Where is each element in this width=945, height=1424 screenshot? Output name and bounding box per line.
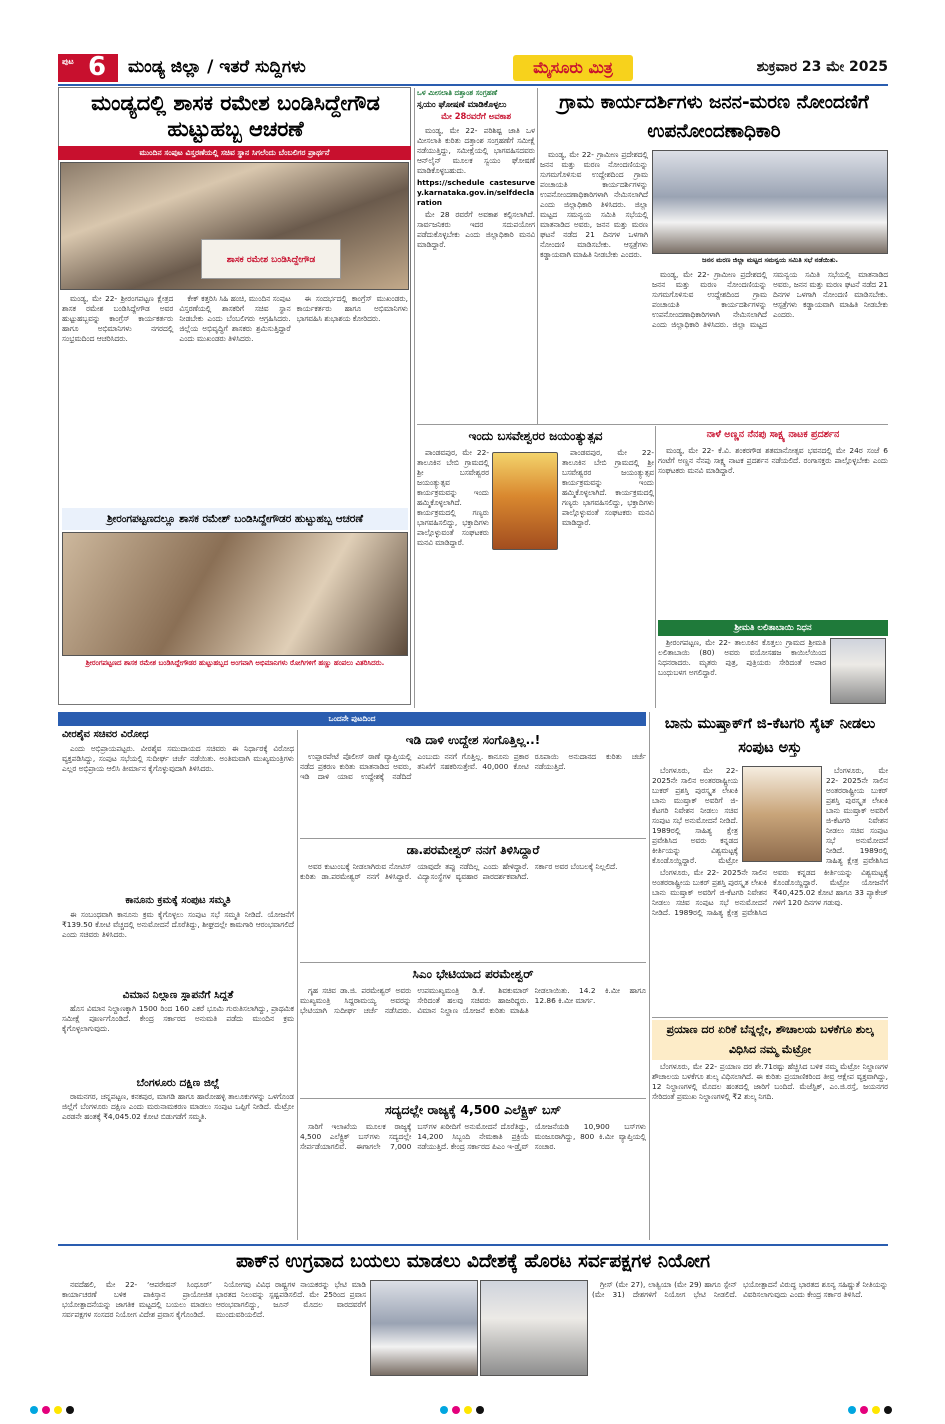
col-a-body-2 xyxy=(62,910,294,984)
banu-para-3: ಬೆಂಗಳೂರು, ಮೇ 22- 2025ನೇ ಸಾಲಿನ ಅಂತರರಾಷ್ಟ್ರೀಯ ಬುಕರ್ ಪ್ರಶಸ್ತಿ ಪುರಸ್ಕೃತ ಲೇಖಕಿ ಬಾನು ಮುಷ್ತಾಕ್ ಅವರಿಗೆ ಜಿ-ಕೆಟಗರಿ ನಿವೇಶನ ನೀಡಲು ಸಚಿವ ಸಂಪುಟ ಸಭೆ ಅನುಮೋದನೆ ನೀಡಿದೆ. 1989ರಲ್ಲಿ ಸಾಹಿತ್ಯ ಕ್ಷೇತ್ರ ಪ್ರವೇಶಿಸಿದ ಅವರು ಕನ್ನಡದ ಕೀರ್ತಿಯನ್ನು ವಿಶ್ವಮಟ್ಟಕ್ಕೆ ಕೊಂಡೊಯ್ದಿದ್ದಾರೆ. ಮೆಟ್ರೋ ಯೋಜನೆಗೆ ₹40,425.02 ಕೋಟಿ ಹಾಗೂ 33 ಪ್ಯಾಕೇಜ್ ಗಳಿಗೆ 120 ದಿನಗಳ ಗಡುವು. xyxy=(652,868,888,917)
row-rule xyxy=(417,424,888,425)
lead-photo xyxy=(60,162,409,290)
col-b-headline-2: ಡಾ.ಪರಮೇಶ್ವರ್ ನನಗೆ ತಿಳಿಸಿದ್ದಾರೆ xyxy=(406,843,540,857)
survey-link[interactable] xyxy=(417,178,535,208)
lead-body xyxy=(62,294,408,504)
gram-photo xyxy=(652,150,888,254)
registration-dot-magenta xyxy=(452,1406,460,1414)
col-b-body-4 xyxy=(300,1122,646,1240)
page-label: ಪುಟ xyxy=(62,57,74,66)
survey-headline: ಸ್ವಯಂ ಘೋಷಣೆ ಮಾಡಿಕೊಳ್ಳಲು xyxy=(417,100,507,109)
pak-para-2: ನಿಯೋಗವು ವಿವಿಧ ರಾಷ್ಟ್ರಗಳ ನಾಯಕರನ್ನು ಭೇಟಿ ಮಾಡಿ ಭಾರತದ ನಿಲುವನ್ನು ಸ್ಪಷ್ಟಪಡಿಸಲಿದೆ. ಮೇ 25ರಿಂದ ಪ್ರವಾಸ ಆರಂಭವಾಗಲಿದ್ದು, ಜೂನ್ ಮೊದಲ ವಾರದವರೆಗೆ ಮುಂದುವರಿಯಲಿದೆ. xyxy=(216,1280,366,1319)
gram-para: ಮಂಡ್ಯ, ಮೇ 22- ಗ್ರಾಮೀಣ ಪ್ರದೇಶದಲ್ಲಿ ಜನನ ಮತ್ತು ಮರಣ ನೋಂದಣಿಯನ್ನು ಸುಗಮಗೊಳಿಸುವ ಉದ್ದೇಶದಿಂದ ಗ್ರಾಮ ಪಂಚಾಯತಿ ಕಾರ್ಯದರ್ಶಿಗಳನ್ನು ಉಪನೋಂದಣಾಧಿಕಾರಿಗಳಾಗಿ ನೇಮಿಸಲಾಗಿದೆ ಎಂದು ಜಿಲ್ಲಾಧಿಕಾರಿ ತಿಳಿಸಿದರು. ಜಿಲ್ಲಾ ಮಟ್ಟದ ಸಮನ್ವಯ ಸಮಿತಿ ಸಭೆಯಲ್ಲಿ ಮಾತನಾಡಿದ ಅವರು, ಜನನ ಮತ್ತು ಮರಣ ಘಟನೆ ನಡೆದ 21 ದಿನಗಳ ಒಳಗಾಗಿ ನೋಂದಣಿ ಮಾಡಿಸಬೇಕು. ಆಸ್ಪತ್ರೆಗಳು ಕಡ್ಡಾಯವಾಗಿ ಮಾಹಿತಿ ನೀಡಬೇಕು ಎಂದರು. xyxy=(540,150,648,259)
survey-kicker: ಒಳ ಮೀಸಲಾತಿ ದತ್ತಾಂಶ ಸಂಗ್ರಹಣೆ xyxy=(417,88,498,97)
pak-para: ನವದೆಹಲಿ, ಮೇ 22- ‘ಆಪರೇಷನ್ ಸಿಂಧೂರ್’ ಕಾರ್ಯಾಚರಣೆ ಬಳಿಕ ಪಾಕಿಸ್ತಾನ ಪ್ರಾಯೋಜಿತ ಭಯೋತ್ಪಾದನೆಯನ್ನು ಜಾಗತಿಕ ಮಟ್ಟದಲ್ಲಿ ಬಯಲು ಮಾಡಲು ಸರ್ವಪಕ್ಷಗಳ ಸಂಸದರ ನಿಯೋಗ ವಿದೇಶ ಪ್ರವಾಸ ಕೈಗೊಂಡಿದೆ. xyxy=(62,1280,212,1319)
col-a-headline-4: ಬೆಂಗಳೂರು ದಕ್ಷಿಣ ಜಿಲ್ಲೆ xyxy=(136,1078,220,1089)
obit-portrait xyxy=(830,638,886,704)
registration-dot-black xyxy=(884,1406,892,1414)
basava-body-right xyxy=(562,448,654,704)
banu-para: ಬೆಂಗಳೂರು, ಮೇ 22- 2025ನೇ ಸಾಲಿನ ಅಂತರರಾಷ್ಟ್ರೀಯ ಬುಕರ್ ಪ್ರಶಸ್ತಿ ಪುರಸ್ಕೃತ ಲೇಖಕಿ ಬಾನು ಮುಷ್ತಾಕ್ ಅವರಿಗೆ ಜಿ-ಕೆಟಗರಿ ನಿವೇಶನ ನೀಡಲು ಸಚಿವ ಸಂಪುಟ ಸಭೆ ಅನುಮೋದನೆ ನೀಡಿದೆ. 1989ರಲ್ಲಿ ಸಾಹಿತ್ಯ ಕ್ಷೇತ್ರ ಪ್ರವೇಶಿಸಿದ ಅವರು ಕನ್ನಡದ ಕೀರ್ತಿಯನ್ನು ವಿಶ್ವಮಟ್ಟಕ್ಕೆ ಕೊಂಡೊಯ್ದಿದ್ದಾರೆ. ಮೆಟ್ರೋ xyxy=(652,766,738,865)
banu-body-right xyxy=(826,766,888,866)
gram-body-left xyxy=(540,150,648,420)
lead-headline: ಮಂಡ್ಯದಲ್ಲಿ ಶಾಸಕ ರಮೇಶ ಬಂಡಿಸಿದ್ದೇಗೌಡ ಹುಟ್ಟುಹಬ್ಬ ಆಚರಣೆ xyxy=(91,91,380,141)
column-rule xyxy=(537,88,538,424)
basava-portrait xyxy=(492,452,558,550)
lead2-headline: ಶ್ರೀರಂಗಪಟ್ಟಣದಲ್ಲೂ ಶಾಸಕ ರಮೇಶ್ ಬಂಡಿಸಿದ್ದೇಗೌಡರ ಹುಟ್ಟುಹಬ್ಬ ಆಚರಣೆ xyxy=(62,508,408,530)
row-rule xyxy=(300,962,646,963)
survey-para-2: ಮೇ 28 ರವರೆಗೆ ಅವಕಾಶ ಕಲ್ಪಿಸಲಾಗಿದೆ. ಸಾರ್ವಜನಿಕರು ಇದರ ಸದುಪಯೋಗ ಪಡೆದುಕೊಳ್ಳಬೇಕು ಎಂದು ಜಿಲ್ಲಾಧಿಕಾರಿ ಮನವಿ ಮಾಡಿದ್ದಾರೆ. xyxy=(417,210,535,249)
registration-dot-yellow xyxy=(464,1406,472,1414)
photo-banner: ಶಾಸಕ ರಮೇಶ ಬಂಡಿಸಿದ್ದೇಗೌಡ xyxy=(201,239,341,279)
metro-headline: ಪ್ರಯಾಣ ದರ ಏರಿಕೆ ಬೆನ್ನಲ್ಲೇ, ಶೌಚಾಲಯ ಬಳಕೆಗೂ ಶುಲ್ಕ ವಿಧಿಸಿದ ನಮ್ಮ ಮೆಟ್ರೋ xyxy=(652,1020,888,1060)
registration-dot-yellow xyxy=(872,1406,880,1414)
masthead: ಮೈಸೂರು ಮಿತ್ರ xyxy=(513,55,633,81)
survey-link-path[interactable]: selfdeclaration xyxy=(417,188,535,207)
color-registration-marks xyxy=(0,1404,945,1416)
lead-para: ಕೇಕ್ ಕತ್ತರಿಸಿ ಸಿಹಿ ಹಂಚಿ, ಮುಂದಿನ ಸಂಪುಟ ವಿಸ್ತರಣೆಯಲ್ಲಿ ಶಾಸಕರಿಗೆ ಸಚಿವ ಸ್ಥಾನ ನೀಡಬೇಕು ಎಂದು ಬೆಂಬಲಿಗರು ಆಗ್ರಹಿಸಿದರು. ಜಿಲ್ಲೆಯ ಅಭಿವೃದ್ಧಿಗೆ ಶಾಸಕರು ಶ್ರಮಿಸುತ್ತಿದ್ದಾರೆ ಎಂದು ಮುಖಂಡರು ತಿಳಿಸಿದರು. xyxy=(179,294,291,343)
page-header xyxy=(58,54,888,82)
col-a-body-4 xyxy=(62,1092,294,1240)
banu-portrait xyxy=(742,766,822,862)
col-b-para: ಉಪ್ಪಾರಪೇಟೆ ಪೊಲೀಸ್ ಠಾಣೆ ವ್ಯಾಪ್ತಿಯಲ್ಲಿ ನಡೆದ ಪ್ರಕರಣ ಕುರಿತು ಮಾತನಾಡಿದ ಅವರು, ಇಡಿ ದಾಳಿ ಯಾವ ಉದ್ದೇಶಕ್ಕೆ ನಡೆದಿದೆ ಎಂಬುದು ನನಗೆ ಗೊತ್ತಿಲ್ಲ. ಕಾನೂನು ಪ್ರಕಾರ ತನಿಖೆಗೆ ಸಹಕರಿಸುತ್ತೇವೆ. 40,000 ಕೋಟಿ ರೂಪಾಯಿ ಅನುದಾನದ ಕುರಿತು ಚರ್ಚೆ ನಡೆಯುತ್ತಿದೆ. xyxy=(300,752,646,781)
pak-photo-1 xyxy=(370,1280,478,1376)
gram-caption: ಜನನ ಮರಣ ಜಿಲ್ಲಾ ಮಟ್ಟದ ಸಮನ್ವಯ ಸಮಿತಿ ಸಭೆ ನಡೆಯಿತು. xyxy=(702,256,838,264)
header-rule xyxy=(58,84,888,86)
col-b-headline-4: ಸದ್ಯದಲ್ಲೇ ರಾಜ್ಯಕ್ಕೆ 4,500 ಎಲೆಕ್ಟ್ರಿಕ್ ಬಸ್ xyxy=(384,1102,562,1117)
registration-dot-yellow xyxy=(54,1406,62,1414)
lead2-photo xyxy=(62,532,408,656)
page-number-box xyxy=(58,54,118,82)
basava-para: ಪಾಂಡವಪುರ, ಮೇ 22- ತಾಲೂಕಿನ ಬೇಬಿ ಗ್ರಾಮದಲ್ಲಿ ಶ್ರೀ ಬಸವೇಶ್ವರರ ಜಯಂತ್ಯುತ್ಸವ ಕಾರ್ಯಕ್ರಮವನ್ನು ಇಂದು ಹಮ್ಮಿಕೊಳ್ಳಲಾಗಿದೆ. ಕಾರ್ಯಕ್ರಮದಲ್ಲಿ ಗಣ್ಯರು ಭಾಗವಹಿಸಲಿದ್ದು, ಭಕ್ತಾದಿಗಳು ಪಾಲ್ಗೊಳ್ಳುವಂತೆ ಸಂಘಟಕರು ಮನವಿ ಮಾಡಿದ್ದಾರೆ. xyxy=(417,448,489,547)
obit-headline: ಶ್ರೀಮತಿ ಲಲಿತಾಬಾಯಿ ನಿಧನ xyxy=(658,620,888,636)
drama-para: ಮಂಡ್ಯ, ಮೇ 22- ಕೆ.ವಿ. ಶಂಕರಗೌಡ ಶತಮಾನೋತ್ಸವ ಭವನದಲ್ಲಿ ಮೇ 24ರ ಸಂಜೆ 6 ಗಂಟೆಗೆ ಅಣ್ಣನ ನೆನಪು ಸಾಕ್ಷ್ಯ ನಾಟಕ ಪ್ರದರ್ಶನ ನಡೆಯಲಿದೆ. ರಂಗಾಸಕ್ತರು ಪಾಲ್ಗೊಳ್ಳಬೇಕು ಎಂದು ಸಂಘಟಕರು ಮನವಿ ಮಾಡಿದ್ದಾರೆ. xyxy=(658,446,888,475)
registration-dot-black xyxy=(476,1406,484,1414)
registration-dot-black xyxy=(66,1406,74,1414)
gram-para-2: ಮಂಡ್ಯ, ಮೇ 22- ಗ್ರಾಮೀಣ ಪ್ರದೇಶದಲ್ಲಿ ಜನನ ಮತ್ತು ಮರಣ ನೋಂದಣಿಯನ್ನು ಸುಗಮಗೊಳಿಸುವ ಉದ್ದೇಶದಿಂದ ಗ್ರಾಮ ಪಂಚಾಯತಿ ಕಾರ್ಯದರ್ಶಿಗಳನ್ನು ಉಪನೋಂದಣಾಧಿಕಾರಿಗಳಾಗಿ ನೇಮಿಸಲಾಗಿದೆ ಎಂದು ಜಿಲ್ಲಾಧಿಕಾರಿ ತಿಳಿಸಿದರು. ಜಿಲ್ಲಾ ಮಟ್ಟದ ಸಮನ್ವಯ ಸಮಿತಿ ಸಭೆಯಲ್ಲಿ ಮಾತನಾಡಿದ ಅವರು, ಜನನ ಮತ್ತು ಮರಣ ಘಟನೆ ನಡೆದ 21 ದಿನಗಳ ಒಳಗಾಗಿ ನೋಂದಣಿ ಮಾಡಿಸಬೇಕು. ಆಸ್ಪತ್ರೆಗಳು ಕಡ್ಡಾಯವಾಗಿ ಮಾಹಿತಿ ನೀಡಬೇಕು ಎಂದರು. xyxy=(652,270,888,329)
issue-date: ಶುಕ್ರವಾರ 23 ಮೇ 2025 xyxy=(756,59,888,75)
pak-photo-2 xyxy=(480,1280,588,1376)
col-a-para: ಈ ಸಂಬಂಧವಾಗಿ ಕಾನೂನು ಕ್ರಮ ಕೈಗೊಳ್ಳಲು ಸಂಪುಟ ಸಭೆ ಸಮ್ಮತಿ ನೀಡಿದೆ. ಯೋಜನೆಗೆ ₹139.50 ಕೋಟಿ ವೆಚ್ಚದಲ್ಲಿ ಅನುಮೋದನೆ ದೊರೆತಿದ್ದು, ಶೀಘ್ರದಲ್ಲೇ ಕಾಮಗಾರಿ ಆರಂಭವಾಗಲಿದೆ ಎಂದು ಸಚಿವರು ತಿಳಿಸಿದರು. xyxy=(62,910,294,939)
basava-body-left xyxy=(417,448,489,704)
col-a-headline-2: ಕಾನೂನು ಕ್ರಮಕ್ಕೆ ಸಂಪುಟ ಸಮ್ಮತಿ xyxy=(125,896,231,906)
obit-body xyxy=(658,638,826,704)
basava-para-2: ಪಾಂಡವಪುರ, ಮೇ 22- ತಾಲೂಕಿನ ಬೇಬಿ ಗ್ರಾಮದಲ್ಲಿ ಶ್ರೀ ಬಸವೇಶ್ವರರ ಜಯಂತ್ಯುತ್ಸವ ಕಾರ್ಯಕ್ರಮವನ್ನು ಇಂದು ಹಮ್ಮಿಕೊಳ್ಳಲಾಗಿದೆ. ಕಾರ್ಯಕ್ರಮದಲ್ಲಿ ಗಣ್ಯರು ಭಾಗವಹಿಸಲಿದ್ದು, ಭಕ್ತಾದಿಗಳು ಪಾಲ್ಗೊಳ್ಳುವಂತೆ ಸಂಘಟಕರು ಮನವಿ ಮಾಡಿದ್ದಾರೆ. xyxy=(562,448,654,527)
lead-para: ಈ ಸಂದರ್ಭದಲ್ಲಿ ಕಾಂಗ್ರೆಸ್ ಮುಖಂಡರು, ಕಾರ್ಯಕರ್ತರು ಹಾಗೂ ಅಭಿಮಾನಿಗಳು ಭಾಗವಹಿಸಿ ಶುಭಾಶಯ ಕೋರಿದರು. xyxy=(296,294,408,323)
page-number: 6 xyxy=(88,52,107,82)
lead2-caption: ಶ್ರೀರಂಗಪಟ್ಟಣದ ಶಾಸಕ ರಮೇಶ ಬಂಡಿಸಿದ್ದೇಗೌಡರ ಹುಟ್ಟುಹಬ್ಬದ ಅಂಗವಾಗಿ ಅಭಿಮಾನಿಗಳು ರೋಗಿಗಳಿಗೆ ಹಣ್ಣು ಹಂಪಲು ವಿತರಿಸಿದರು. xyxy=(85,659,385,667)
drama-body xyxy=(658,446,888,614)
registration-dot-cyan xyxy=(848,1406,856,1414)
survey-headline-2: ಮೇ 28ರವರೆಗೆ ಅವಕಾಶ xyxy=(441,112,511,121)
pak-body-2 xyxy=(216,1280,366,1376)
col-b-body-2 xyxy=(300,862,646,962)
banu-para-2: ಬೆಂಗಳೂರು, ಮೇ 22- 2025ನೇ ಸಾಲಿನ ಅಂತರರಾಷ್ಟ್ರೀಯ ಬುಕರ್ ಪ್ರಶಸ್ತಿ ಪುರಸ್ಕೃತ ಲೇಖಕಿ ಬಾನು ಮುಷ್ತಾಕ್ ಅವರಿಗೆ ಜಿ-ಕೆಟಗರಿ ನಿವೇಶನ ನೀಡಲು ಸಚಿವ ಸಂಪುಟ ಸಭೆ ಅನುಮೋದನೆ ನೀಡಿದೆ. 1989ರಲ್ಲಿ ಸಾಹಿತ್ಯ ಕ್ಷೇತ್ರ ಪ್ರವೇಶಿಸಿದ xyxy=(826,766,888,865)
survey-link-url[interactable]: https://schedule castesurvey.karnataka.gov.in/ xyxy=(417,178,535,197)
col-a-body-1 xyxy=(62,744,294,892)
column-rule xyxy=(649,712,650,1240)
pak-headline: ಪಾಕ್‌ನ ಉಗ್ರವಾದ ಬಯಲು ಮಾಡಲು ವಿದೇಶಕ್ಕೆ ಹೊರಟ ಸರ್ವಪಕ್ಷಗಳ ನಿಯೋಗ xyxy=(236,1251,710,1272)
col-a-headline-1: ವೀರಶೈವ ಸಚಿವರ ವಿರೋಧ xyxy=(62,730,149,740)
col-b-para: ಅವರ ಕುಟುಂಬಕ್ಕೆ ನೀಡಲಾಗಿರುವ ನೋಟಿಸ್ ಕುರಿತು ಡಾ.ಪರಮೇಶ್ವರ್ ನನಗೆ ತಿಳಿಸಿದ್ದಾರೆ. ಯಾವುದೇ ತಪ್ಪು ನಡೆದಿಲ್ಲ ಎಂದು ಹೇಳಿದ್ದಾರೆ. ವಿದ್ಯಾಸಂಸ್ಥೆಗಳ ವ್ಯವಹಾರ ಪಾರದರ್ಶಕವಾಗಿದೆ. ಸರ್ಕಾರ ಅವರ ಬೆಂಬಲಕ್ಕೆ ನಿಲ್ಲಲಿದೆ. xyxy=(300,862,618,881)
registration-dot-magenta xyxy=(860,1406,868,1414)
col-a-para: ಹೊಸ ವಿಮಾನ ನಿಲ್ದಾಣಕ್ಕಾಗಿ 1500 ರಿಂದ 160 ಎಕರೆ ಭೂಮಿ ಗುರುತಿಸಲಾಗಿದ್ದು, ಪ್ರಾಥಮಿಕ ಸಮೀಕ್ಷೆ ಪೂರ್ಣಗೊಂಡಿದೆ. ಕೇಂದ್ರ ಸರ್ಕಾರದ ಅನುಮತಿ ಪಡೆದು ಮುಂದಿನ ಕ್ರಮ ಕೈಗೊಳ್ಳಲಾಗುವುದು. xyxy=(62,1004,294,1033)
lead-subhead: ಮುಂದಿನ ಸಂಪುಟ ವಿಸ್ತರಣೆಯಲ್ಲಿ ಸಚಿವ ಸ್ಥಾನ ಸಿಗಲೆಂದು ಬೆಂಬಲಿಗರ ಪ್ರಾರ್ಥನೆ xyxy=(58,146,411,160)
gram-headline: ಗ್ರಾಮ ಕಾರ್ಯದರ್ಶಿಗಳು ಜನನ-ಮರಣ ನೋಂದಣಿಗೆ ಉಪನೋಂದಣಾಧಿಕಾರಿ xyxy=(559,92,869,142)
row-rule xyxy=(300,1098,646,1099)
pak-para-3: ಗ್ರೀಸ್ (ಮೇ 27), ಲಾತ್ವಿಯಾ (ಮೇ 29) ಹಾಗೂ ಸ್ಪೇನ್ (ಮೇ 31) ದೇಶಗಳಿಗೆ ನಿಯೋಗ ಭೇಟಿ ನೀಡಲಿದೆ. ಭಯೋತ್ಪಾದನೆ ವಿರುದ್ಧ ಭಾರತದ ಶೂನ್ಯ ಸಹಿಷ್ಣುತೆ ನೀತಿಯನ್ನು ವಿವರಿಸಲಾಗುವುದು ಎಂದು ಕೇಂದ್ರ ಸರ್ಕಾರ ತಿಳಿಸಿದೆ. xyxy=(592,1280,888,1299)
gram-body-right xyxy=(652,270,888,420)
lead-para: ಮಂಡ್ಯ, ಮೇ 22- ಶ್ರೀರಂಗಪಟ್ಟಣ ಕ್ಷೇತ್ರದ ಶಾಸಕ ರಮೇಶ ಬಂಡಿಸಿದ್ದೇಗೌಡ ಅವರ ಹುಟ್ಟುಹಬ್ಬವನ್ನು ಕಾಂಗ್ರೆಸ್ ಕಾರ್ಯಕರ್ತರು ಹಾಗೂ ಅಭಿಮಾನಿಗಳು ನಗರದಲ್ಲಿ ಸಂಭ್ರಮದಿಂದ ಆಚರಿಸಿದರು. xyxy=(62,294,174,343)
banu-headline: ಬಾನು ಮುಷ್ತಾಕ್‌ಗೆ ಜಿ-ಕೆಟಗರಿ ಸೈಟ್ ನೀಡಲು ಸಂಪುಟ ಅಸ್ತು xyxy=(664,716,876,756)
registration-dot-cyan xyxy=(440,1406,448,1414)
survey-para: ಮಂಡ್ಯ, ಮೇ 22- ಪರಿಶಿಷ್ಟ ಜಾತಿ ಒಳ ಮೀಸಲಾತಿ ಕುರಿತು ದತ್ತಾಂಶ ಸಂಗ್ರಹಣೆಗೆ ಸಮೀಕ್ಷೆ ನಡೆಯುತ್ತಿದ್ದು, ಸಮೀಕ್ಷೆಯಲ್ಲಿ ಭಾಗವಹಿಸದವರು ಆನ್‌ಲೈನ್ ಮೂಲಕ ಸ್ವಯಂ ಘೋಷಣೆ ಮಾಡಿಕೊಳ್ಳಬಹುದು. xyxy=(417,126,535,175)
column-rule xyxy=(414,88,415,708)
row-rule xyxy=(652,1017,888,1018)
column-rule xyxy=(297,730,298,1240)
col-a-headline-3: ವಿಮಾನ ನಿಲ್ದಾಣ ಸ್ಥಾಪನೆಗೆ ಸಿದ್ಧತೆ xyxy=(122,990,234,1001)
col-b-para: ಗೃಹ ಸಚಿವ ಡಾ.ಜಿ. ಪರಮೇಶ್ವರ್ ಅವರು ಮುಖ್ಯಮಂತ್ರಿ ಸಿದ್ದರಾಮಯ್ಯ ಅವರನ್ನು ಭೇಟಿಯಾಗಿ ಸುದೀರ್ಘ ಚರ್ಚೆ ನಡೆಸಿದರು. ಉಪಮುಖ್ಯಮಂತ್ರಿ ಡಿ.ಕೆ. ಶಿವಕುಮಾರ್ ಸೇರಿದಂತೆ ಹಲವು ಸಚಿವರು ಹಾಜರಿದ್ದರು. ವಿಮಾನ ನಿಲ್ದಾಣ ಯೋಜನೆ ಕುರಿತು ಮಾಹಿತಿ ನೀಡಲಾಯಿತು. 14.2 ಕಿ.ಮೀ ಹಾಗೂ 12.86 ಕಿ.ಮೀ ಮಾರ್ಗ. xyxy=(300,986,646,1015)
section-title: ಮಂಡ್ಯ ಜಿಲ್ಲಾ / ಇತರೆ ಸುದ್ದಿಗಳು xyxy=(128,57,306,77)
column-rule xyxy=(655,426,656,708)
col-b-para: ಸಾರಿಗೆ ಇಲಾಖೆಯ ಮೂಲಕ ರಾಜ್ಯಕ್ಕೆ 4,500 ಎಲೆಕ್ಟ್ರಿಕ್ ಬಸ್‌ಗಳು ಸದ್ಯದಲ್ಲೇ ಸೇರ್ಪಡೆಯಾಗಲಿವೆ. ಈಗಾಗಲೇ 7,000 ಬಸ್‌ಗಳ ಖರೀದಿಗೆ ಅನುಮೋದನೆ ದೊರೆತಿದ್ದು, 14,200 ಸಿಬ್ಬಂದಿ ನೇಮಕಾತಿ ಪ್ರಕ್ರಿಯೆ ನಡೆಯುತ್ತಿದೆ. ಕೇಂದ್ರ ಸರ್ಕಾರದ ಪಿಎಂ ಇ-ಡ್ರೈವ್ ಯೋಜನೆಯಡಿ 10,900 ಬಸ್‌ಗಳು ಮಂಜೂರಾಗಿದ್ದು, 800 ಕಿ.ಮೀ ವ್ಯಾಪ್ತಿಯಲ್ಲಿ ಸಂಚಾರ. xyxy=(300,1122,646,1151)
continued-banner: ಒಂದನೇ ಪುಟದಿಂದ xyxy=(58,712,646,726)
banu-body-left xyxy=(652,766,738,866)
col-a-body-3 xyxy=(62,1004,294,1074)
basava-headline: ಇಂದು ಬಸವೇಶ್ವರರ ಜಯಂತ್ಯುತ್ಸವ xyxy=(468,429,603,443)
registration-dot-magenta xyxy=(42,1406,50,1414)
col-b-headline-1: ಇಡಿ ದಾಳಿ ಉದ್ದೇಶ ಸಂಗೊತ್ತಿಲ್ಲ..! xyxy=(405,733,541,747)
pak-body-1 xyxy=(62,1280,212,1376)
obit-para: ಶ್ರೀರಂಗಪಟ್ಟಣ, ಮೇ 22- ತಾಲೂಕಿನ ಕೊತ್ತಲು ಗ್ರಾಮದ ಶ್ರೀಮತಿ ಲಲಿತಾಬಾಯಿ (80) ಅವರು ವಯೋಸಹಜ ಕಾಯಿಲೆಯಿಂದ ನಿಧನರಾದರು. ಮೃತರು ಪುತ್ರ, ಪುತ್ರಿಯರು ಸೇರಿದಂತೆ ಅಪಾರ ಬಂಧುಬಳಗ ಅಗಲಿದ್ದಾರೆ. xyxy=(658,638,826,677)
registration-dot-cyan xyxy=(30,1406,38,1414)
col-a-para: ಎಂದು ಅಭಿಪ್ರಾಯಪಟ್ಟರು. ವೀರಶೈವ ಸಮುದಾಯದ ಸಚಿವರು ಈ ನಿರ್ಧಾರಕ್ಕೆ ವಿರೋಧ ವ್ಯಕ್ತಪಡಿಸಿದ್ದು, ಸಂಪುಟ ಸಭೆಯಲ್ಲಿ ಸುದೀರ್ಘ ಚರ್ಚೆ ನಡೆಯಿತು. ಅಂತಿಮವಾಗಿ ಮುಖ್ಯಮಂತ್ರಿಗಳು ಎಲ್ಲರ ಅಭಿಪ್ರಾಯ ಆಲಿಸಿ ತೀರ್ಮಾನ ಕೈಗೊಳ್ಳುವುದಾಗಿ ತಿಳಿಸಿದರು. xyxy=(62,744,294,773)
bottom-rule xyxy=(58,1244,888,1246)
col-b-body-1 xyxy=(300,752,646,836)
col-b-body-3 xyxy=(300,986,646,1096)
metro-para: ಬೆಂಗಳೂರು, ಮೇ 22- ಪ್ರಯಾಣ ದರ ಶೇ.71ರಷ್ಟು ಹೆಚ್ಚಿಸಿದ ಬಳಿಕ ನಮ್ಮ ಮೆಟ್ರೋ ನಿಲ್ದಾಣಗಳ ಶೌಚಾಲಯ ಬಳಕೆಗೂ ಶುಲ್ಕ ವಿಧಿಸಲಾಗಿದೆ. ಈ ಕುರಿತು ಪ್ರಯಾಣಿಕರಿಂದ ತೀವ್ರ ಆಕ್ಷೇಪ ವ್ಯಕ್ತವಾಗಿದ್ದು, 12 ನಿಲ್ದಾಣಗಳಲ್ಲಿ ಮೊದಲ ಹಂತದಲ್ಲಿ ಜಾರಿಗೆ ಬಂದಿದೆ. ಮೆಜೆಸ್ಟಿಕ್, ಎಂ.ಜಿ.ರಸ್ತೆ, ಜಯನಗರ ಸೇರಿದಂತೆ ಪ್ರಮುಖ ನಿಲ್ದಾಣಗಳಲ್ಲಿ ₹2 ಶುಲ್ಕ ನಿಗದಿ. xyxy=(652,1062,888,1101)
col-a-para: ರಾಮನಗರ, ಚನ್ನಪಟ್ಟಣ, ಕನಕಪುರ, ಮಾಗಡಿ ಹಾಗೂ ಹಾರೋಹಳ್ಳಿ ತಾಲೂಕುಗಳನ್ನು ಒಳಗೊಂಡ ಜಿಲ್ಲೆಗೆ ಬೆಂಗಳೂರು ದಕ್ಷಿಣ ಎಂದು ಮರುನಾಮಕರಣ ಮಾಡಲು ಸಂಪುಟ ಒಪ್ಪಿಗೆ ನೀಡಿದೆ. ಮೆಟ್ರೋ ಎರಡನೇ ಹಂತಕ್ಕೆ ₹4,045.02 ಕೋಟಿ ಬಿಡುಗಡೆಗೆ ಸಮ್ಮತಿ. xyxy=(62,1092,294,1121)
metro-body xyxy=(652,1062,888,1240)
survey-body xyxy=(417,126,535,422)
banu-body-bottom xyxy=(652,868,888,1014)
row-rule xyxy=(300,838,646,839)
col-b-headline-3: ಸಿಎಂ ಭೇಟಿಯಾದ ಪರಮೇಶ್ವರ್ xyxy=(412,967,534,981)
drama-headline: ನಾಳೆ ಅಣ್ಣನ ನೆನಪು ಸಾಕ್ಷ್ಯ ನಾಟಕ ಪ್ರದರ್ಶನ xyxy=(706,429,840,440)
pak-body-3 xyxy=(592,1280,888,1376)
